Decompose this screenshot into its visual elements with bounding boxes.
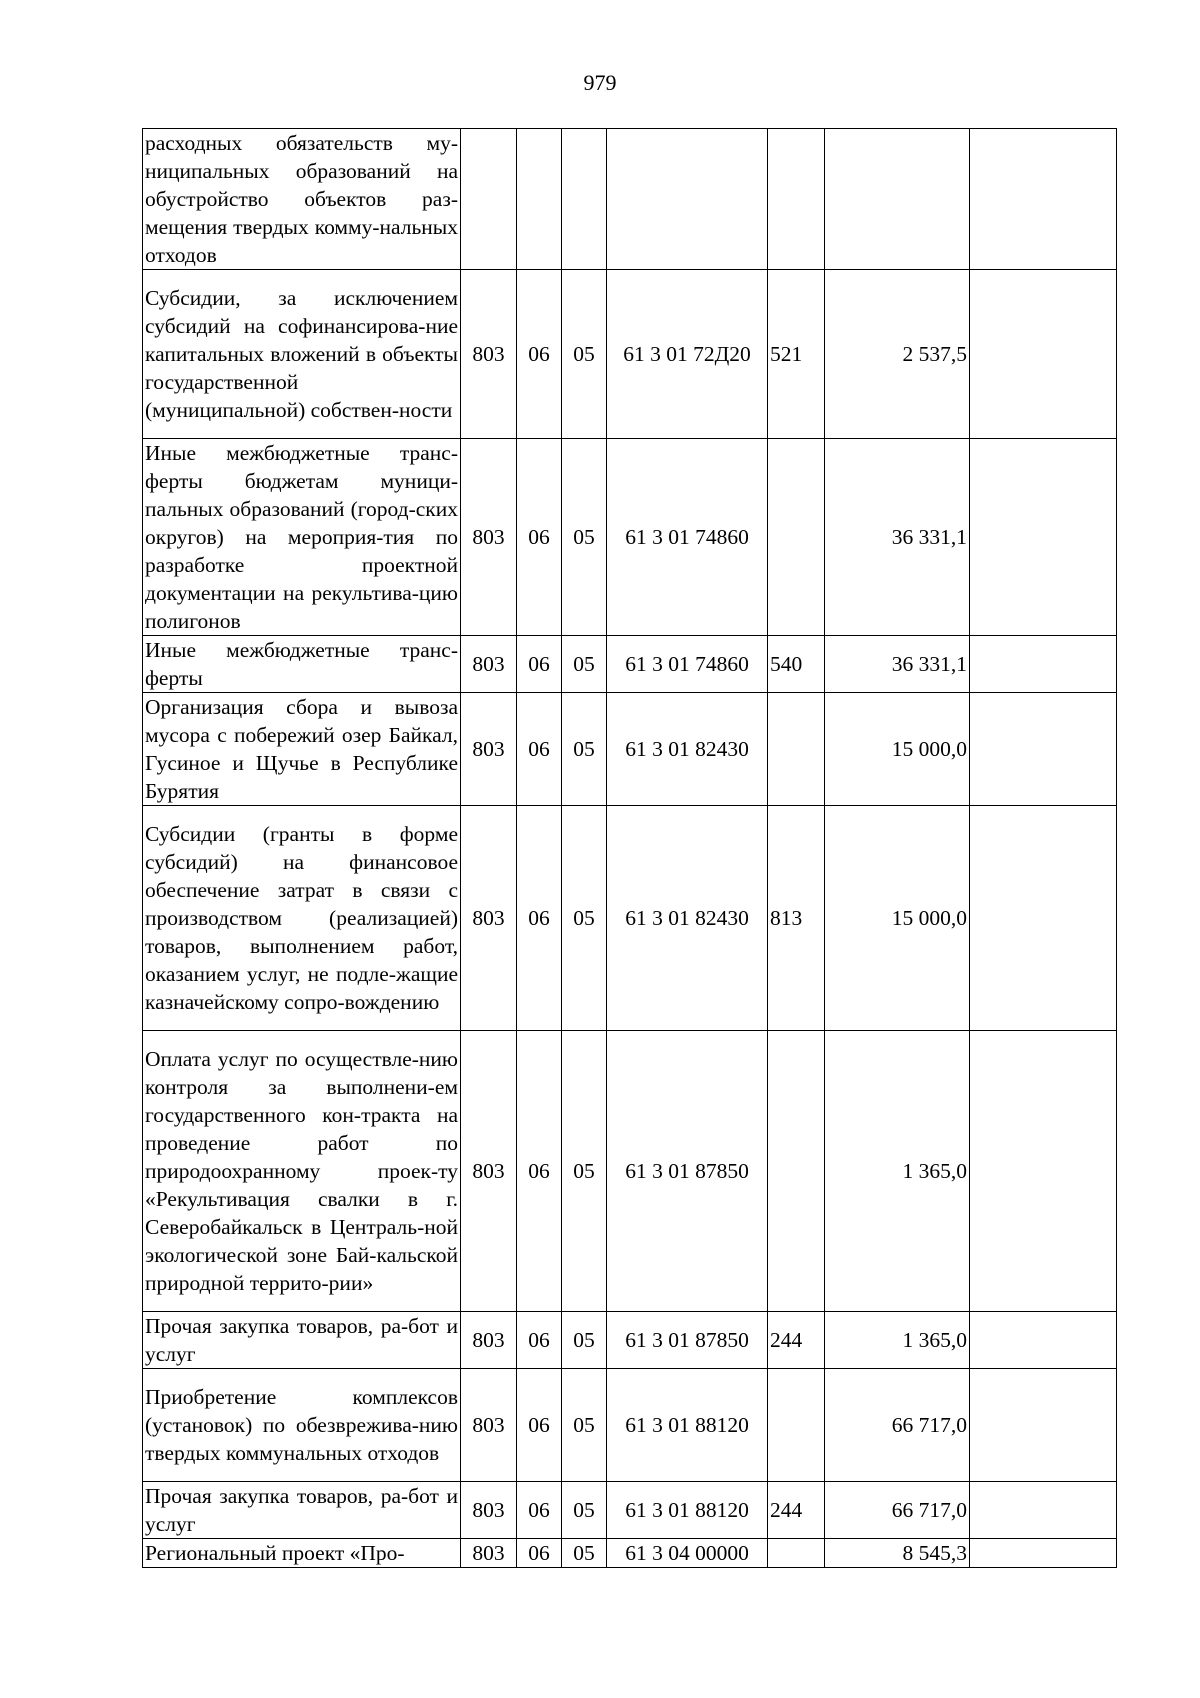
- amount: 36 331,1: [825, 439, 970, 636]
- row-name: расходных обязательств му-ниципальных образований на обустройство объектов раз-мещения твердых комму-нальных отходов: [143, 129, 461, 270]
- ministry-code: 803: [461, 636, 517, 693]
- ministry-code: 803: [461, 1539, 517, 1568]
- expense-type-code: 540: [768, 636, 825, 693]
- row-name: Организация сбора и вывоза мусора с побережий озер Байкал, Гусиное и Щучье в Республике Бурятия: [143, 693, 461, 806]
- empty-cell: [970, 1369, 1117, 1482]
- expense-type-code: 244: [768, 1482, 825, 1539]
- table-row: [143, 1369, 1117, 1482]
- subsection-code: 05: [562, 1031, 607, 1312]
- amount: 1 365,0: [825, 1031, 970, 1312]
- expense-type-code: [768, 1369, 825, 1482]
- section-code: 06: [517, 636, 562, 693]
- subsection-code: 05: [562, 636, 607, 693]
- subsection-code: 05: [562, 693, 607, 806]
- expense-type-code: [768, 1539, 825, 1568]
- table-row: [143, 270, 1117, 439]
- amount: [825, 129, 970, 270]
- amount: 2 537,5: [825, 270, 970, 439]
- ministry-code: 803: [461, 439, 517, 636]
- expense-type-code: [768, 693, 825, 806]
- subsection-code: 05: [562, 270, 607, 439]
- target-article-code: 61 3 01 87850: [607, 1031, 768, 1312]
- target-article-code: 61 3 01 72Д20: [607, 270, 768, 439]
- expense-type-code: [768, 129, 825, 270]
- budget-table: [142, 128, 1117, 1568]
- target-article-code: 61 3 04 00000: [607, 1539, 768, 1568]
- empty-cell: [970, 129, 1117, 270]
- row-name: Региональный проект «Про-: [143, 1539, 461, 1568]
- amount: 8 545,3: [825, 1539, 970, 1568]
- target-article-code: 61 3 01 88120: [607, 1482, 768, 1539]
- section-code: 06: [517, 1539, 562, 1568]
- empty-cell: [970, 1312, 1117, 1369]
- table-row: [143, 129, 1117, 270]
- subsection-code: 05: [562, 1539, 607, 1568]
- ministry-code: 803: [461, 270, 517, 439]
- ministry-code: 803: [461, 1312, 517, 1369]
- row-name: Иные межбюджетные транс-ферты: [143, 636, 461, 693]
- ministry-code: [461, 129, 517, 270]
- subsection-code: 05: [562, 1369, 607, 1482]
- amount: 15 000,0: [825, 806, 970, 1031]
- section-code: 06: [517, 1031, 562, 1312]
- amount: 36 331,1: [825, 636, 970, 693]
- empty-cell: [970, 693, 1117, 806]
- target-article-code: 61 3 01 82430: [607, 806, 768, 1031]
- target-article-code: 61 3 01 82430: [607, 693, 768, 806]
- empty-cell: [970, 636, 1117, 693]
- subsection-code: 05: [562, 806, 607, 1031]
- empty-cell: [970, 1482, 1117, 1539]
- row-name: Прочая закупка товаров, ра-бот и услуг: [143, 1482, 461, 1539]
- table-row: [143, 1031, 1117, 1312]
- subsection-code: 05: [562, 1482, 607, 1539]
- page-number: 979: [583, 70, 617, 95]
- table-row: [143, 636, 1117, 693]
- table-row: [143, 806, 1117, 1031]
- table-row: [143, 1312, 1117, 1369]
- empty-cell: [970, 439, 1117, 636]
- target-article-code: [607, 129, 768, 270]
- empty-cell: [970, 806, 1117, 1031]
- empty-cell: [970, 1539, 1117, 1568]
- row-name: Оплата услуг по осуществле-нию контроля за выполнени-ем государственного кон-тракта на проведение работ по природоохранному проек-ту «Рекультивация свалки в г. Северобайкальск в Централь-ной экологической зоне Бай-кальской природной террито-рии»: [143, 1031, 461, 1312]
- section-code: 06: [517, 693, 562, 806]
- section-code: 06: [517, 1482, 562, 1539]
- amount: 1 365,0: [825, 1312, 970, 1369]
- ministry-code: 803: [461, 693, 517, 806]
- table-row: [143, 1482, 1117, 1539]
- empty-cell: [970, 270, 1117, 439]
- row-name: Субсидии (гранты в форме субсидий) на финансовое обеспечение затрат в связи с производством (реализацией) товаров, выполнением работ, оказанием услуг, не подле-жащие казначейскому сопро-вождению: [143, 806, 461, 1031]
- target-article-code: 61 3 01 74860: [607, 636, 768, 693]
- ministry-code: 803: [461, 1031, 517, 1312]
- section-code: 06: [517, 806, 562, 1031]
- amount: 66 717,0: [825, 1482, 970, 1539]
- expense-type-code: [768, 439, 825, 636]
- expense-type-code: 244: [768, 1312, 825, 1369]
- target-article-code: 61 3 01 74860: [607, 439, 768, 636]
- ministry-code: 803: [461, 1369, 517, 1482]
- section-code: 06: [517, 1369, 562, 1482]
- row-name: Субсидии, за исключением субсидий на софинансирова-ние капитальных вложений в объекты государственной (муниципальной) собствен-ности: [143, 270, 461, 439]
- subsection-code: 05: [562, 439, 607, 636]
- expense-type-code: 521: [768, 270, 825, 439]
- expense-type-code: 813: [768, 806, 825, 1031]
- subsection-code: [562, 129, 607, 270]
- subsection-code: 05: [562, 1312, 607, 1369]
- table-row: [143, 439, 1117, 636]
- amount: 66 717,0: [825, 1369, 970, 1482]
- amount: 15 000,0: [825, 693, 970, 806]
- row-name: Прочая закупка товаров, ра-бот и услуг: [143, 1312, 461, 1369]
- section-code: 06: [517, 1312, 562, 1369]
- section-code: [517, 129, 562, 270]
- ministry-code: 803: [461, 806, 517, 1031]
- target-article-code: 61 3 01 88120: [607, 1369, 768, 1482]
- table-row: [143, 1539, 1117, 1568]
- expense-type-code: [768, 1031, 825, 1312]
- empty-cell: [970, 1031, 1117, 1312]
- section-code: 06: [517, 439, 562, 636]
- target-article-code: 61 3 01 87850: [607, 1312, 768, 1369]
- table-row: [143, 693, 1117, 806]
- section-code: 06: [517, 270, 562, 439]
- row-name: Приобретение комплексов (установок) по обезврежива-нию твердых коммунальных отходов: [143, 1369, 461, 1482]
- row-name: Иные межбюджетные транс-ферты бюджетам муници-пальных образований (город-ских округов) на мероприя-тия по разработке проектной документации на рекультива-цию полигонов: [143, 439, 461, 636]
- ministry-code: 803: [461, 1482, 517, 1539]
